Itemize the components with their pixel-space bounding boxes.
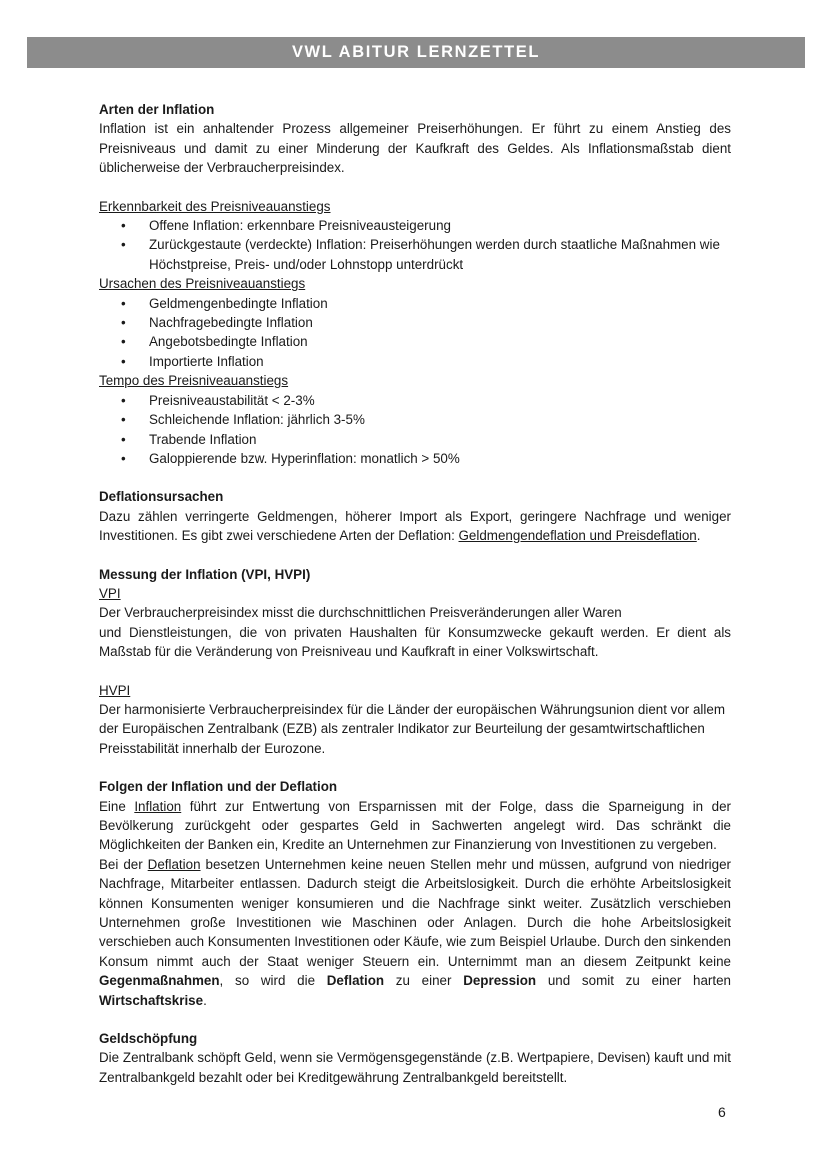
paragraph-vpi-line1: Der Verbraucherpreisindex misst die durchschnittlichen Preisveränderungen aller Waren	[99, 605, 622, 621]
bullet-icon: •	[121, 431, 126, 447]
page-header-banner	[27, 37, 805, 68]
bullet-icon: •	[121, 353, 126, 369]
list-item: • Geldmengenbedingte Inflation	[99, 294, 731, 313]
heading-deflation: Deflationsursachen	[99, 489, 224, 505]
bullet-icon: •	[121, 450, 126, 466]
heading-arten: Arten der Inflation	[99, 102, 215, 117]
paragraph-arten: Inflation ist ein anhaltender Prozess allgemeiner Preiserhöhungen. Er führt zu einem Anstieg des Preisniveaus und damit zu einer Minderung der Kaufkraft des Geldes. Als Inflationsmaßstab dient üblicherweise der Verbraucherpreisindex.	[99, 121, 731, 176]
list-item: • Preisniveaustabilität < 2-3%	[99, 391, 731, 410]
paragraph-folgen-deflation: Bei der Deflation besetzen Unternehmen keine neuen Stellen mehr und müssen, aufgrund von niedriger Nachfrage, Mitarbeiter entlassen. Dadurch steigt die Arbeitslosigkeit. Durch die erhöhte Arbeitslosigkeit können Konsumenten weniger konsumieren und die Nachfrage sinkt weiter. Zusätzlich verschieben Unternehmen große Investitionen wie Maschinen oder Anlagen. Durch die hohe Arbeitslosigkeit verschieben auch Konsumenten Investitionen oder Käufe, wie zum Beispiel Urlaube. Durch den sinkenden Konsum nimmt auch der Staat weniger Steuern ein. Unternimmt man an diesem Zeitpunkt keine Gegenmaßnahmen, so wird die Deflation zu einer Depression und somit zu einer harten Wirtschaftskrise.	[99, 856, 731, 1008]
deflation-term: Deflation	[147, 856, 201, 872]
heading-folgen: Folgen der Inflation und der Deflation	[99, 779, 338, 795]
paragraph-hvpi: Der harmonisierte Verbraucherpreisindex für die Länder der europäischen Währungsunion dient vor allem der Europäischen Zentralbank (EZB) als zentraler Indikator zur Beurteilung der gesamtwirtschaftlichen Preisstabilität innerhalb der Eurozone.	[99, 701, 725, 756]
list-item: • Angebotsbedingte Inflation	[99, 332, 731, 351]
bullet-icon: •	[121, 334, 126, 350]
list-item: • Offene Inflation: erkennbare Preisniveausteigerung	[99, 216, 731, 235]
subheading-vpi: VPI	[99, 585, 121, 601]
list-item: • Importierte Inflation	[99, 352, 731, 371]
subheading-ursachen: Ursachen des Preisniveauanstiegs	[99, 276, 306, 292]
subheading-erkennbarkeit: Erkennbarkeit des Preisniveauanstiegs	[99, 198, 331, 214]
list-erkennbarkeit	[99, 216, 731, 274]
list-ursachen	[99, 294, 731, 372]
list-item: • Schleichende Inflation: jährlich 3-5%	[99, 410, 731, 429]
bullet-icon: •	[121, 392, 126, 408]
inflation-term: Inflation	[134, 798, 182, 814]
heading-geldschoepfung: Geldschöpfung	[99, 1031, 198, 1047]
deflation-types-link: Geldmengendeflation und Preisdeflation	[458, 528, 697, 544]
bullet-icon: •	[121, 218, 126, 234]
paragraph-deflation: Dazu zählen verringerte Geldmengen, höherer Import als Export, geringere Nachfrage und weniger Investitionen. Es gibt zwei verschiedene Arten der Deflation: Geldmengendeflation und Preisdeflation.	[99, 508, 731, 544]
header-title: VWL ABITUR LERNZETTEL	[291, 43, 541, 61]
list-item: • Zurückgestaute (verdeckte) Inflation: Preiserhöhungen werden durch staatliche Maßnahmen wie Höchstpreise, Preis- und/oder Lohnstopp unterdrückt	[121, 237, 720, 272]
bullet-icon: •	[121, 412, 126, 428]
list-tempo	[99, 391, 731, 469]
paragraph-geldschoepfung: Die Zentralbank schöpft Geld, wenn sie Vermögensgegenstände (z.B. Wertpapiere, Devisen) kauft und mit Zentralbankgeld bezahlt oder bei Kreditgewährung Zentralbankgeld bereitstellt.	[99, 1050, 731, 1085]
bullet-icon: •	[121, 295, 126, 311]
bullet-icon: •	[121, 315, 126, 331]
heading-messung: Messung der Inflation (VPI, HVPI)	[99, 566, 311, 582]
list-item: • Trabende Inflation	[99, 430, 731, 449]
paragraph-vpi: und Dienstleistungen, die von privaten Haushalten für Konsumzwecke gekauft werden. Er dient als Maßstab für die Veränderung von Preisniveau und Kaufkraft in einer Volkswirtschaft.	[99, 624, 731, 660]
paragraph-folgen-inflation: Eine Inflation führt zur Entwertung von Ersparnissen mit der Folge, dass die Sparneigung in der Bevölkerung zurückgeht oder gespartes Geld in Sachwerten angelegt wird. Das schränkt die Möglichkeiten der Banken ein, Kredite an Unternehmen zur Finanzierung von Investitionen zu vergeben.	[99, 798, 731, 853]
bullet-icon: •	[121, 237, 126, 253]
subheading-tempo: Tempo des Preisniveauanstiegs	[99, 373, 289, 389]
list-item: • Galoppierende bzw. Hyperinflation: monatlich > 50%	[99, 449, 731, 468]
list-item: • Nachfragebedingte Inflation	[99, 313, 731, 332]
document-body	[99, 100, 731, 1087]
subheading-hvpi: HVPI	[99, 682, 131, 698]
page-number: 6	[718, 1104, 726, 1120]
